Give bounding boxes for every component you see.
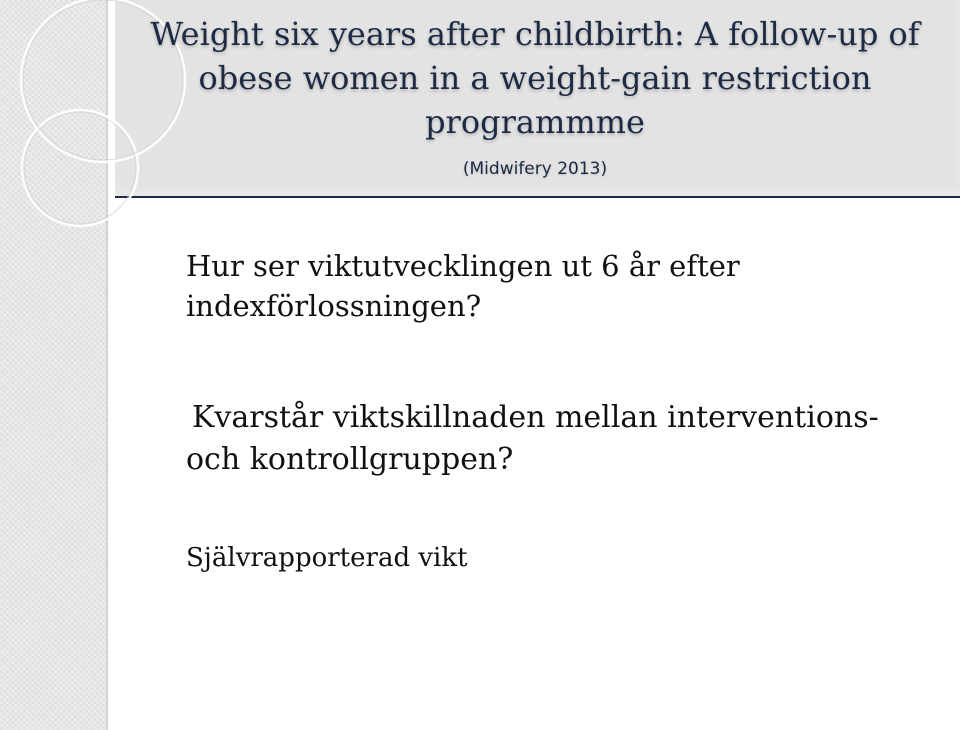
side-band-shadow bbox=[106, 0, 109, 730]
research-question-2 bbox=[186, 397, 926, 481]
method-note: Självrapporterad vikt bbox=[186, 543, 468, 573]
slide-subtitle: (Midwifery 2013) bbox=[462, 159, 608, 179]
decorative-side-band bbox=[0, 0, 108, 730]
slide-title: Weight six years after childbirth: A follow-up of obese women in a weight-gain restriction programmme bbox=[150, 15, 920, 141]
research-question-1: Hur ser viktutvecklingen ut 6 år efter indexförlossningen? bbox=[186, 249, 740, 323]
research-question-2-text: Kvarstår viktskillnaden mellan interventions- och kontrollgruppen? bbox=[186, 400, 879, 477]
